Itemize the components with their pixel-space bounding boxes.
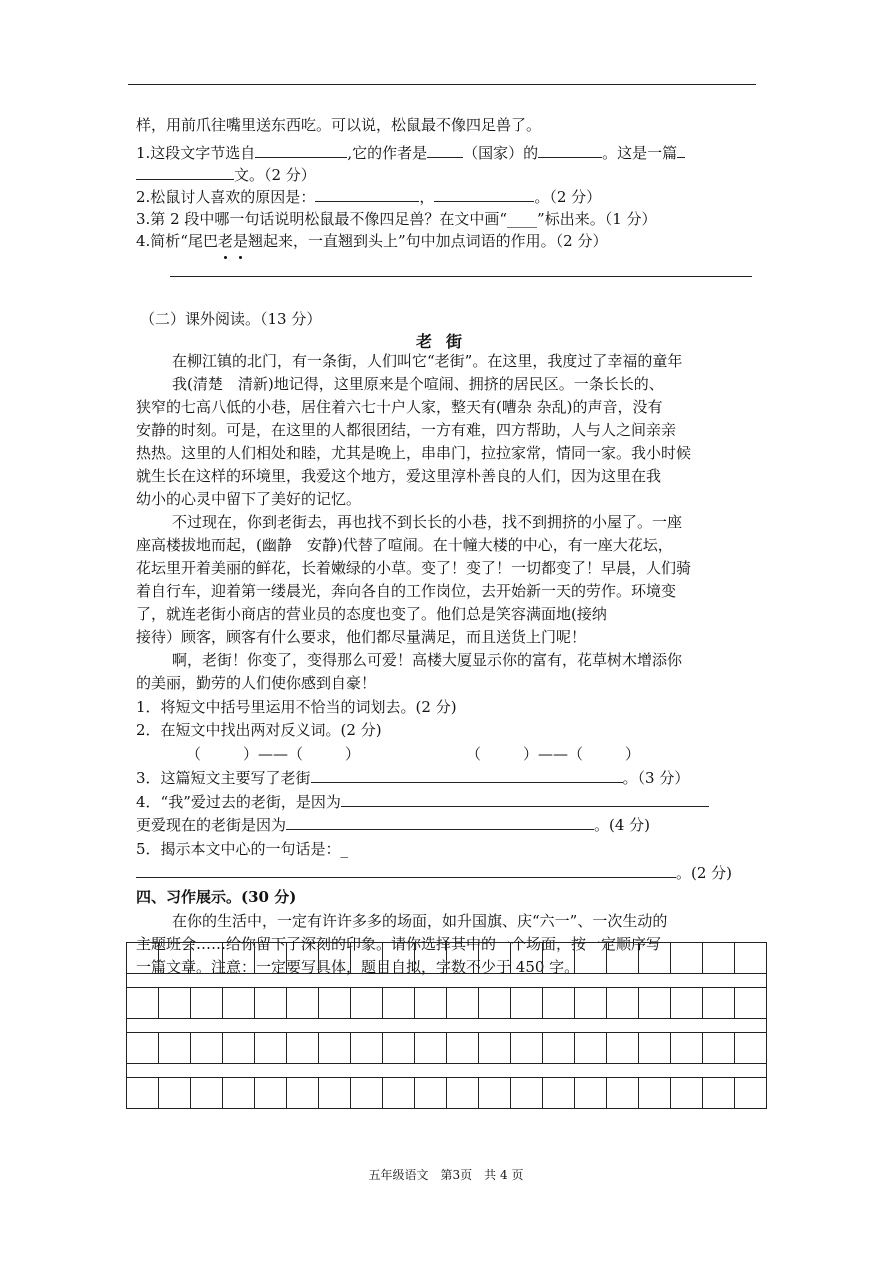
grid-cell[interactable] [479,1078,511,1109]
grid-cell[interactable] [511,1078,543,1109]
grid-cell[interactable] [703,1033,735,1064]
question-2: 2.松鼠讨人喜欢的原因是： ， 。（2 分） [136,188,602,206]
answer-blank[interactable] [434,186,534,202]
paragraph-line: 座高楼拔地而起，(幽静 安静)代替了喧闹。在十幢大楼的中心，有一座大花坛， [136,536,673,554]
paragraph-line: 热热。这里的人们相处和睦，尤其是晚上，串串门，拉拉家常，情同一家。我小时候 [136,444,692,462]
grid-cell[interactable] [415,943,447,974]
grid-cell[interactable] [159,988,191,1019]
grid-cell[interactable] [543,1033,575,1064]
prompt-line: 主题班会……给你留下了深刻的印象。请你选择其中的一个场面，按一定顺序写 [136,935,662,953]
paragraph-line: 接待）顾客，顾客有什么要求，他们都尽量满足，而且送货上门呢！ [136,628,587,646]
grid-cell[interactable] [351,988,383,1019]
grid-row [127,1033,767,1064]
grid-cell[interactable] [287,988,319,1019]
paragraph-line: 安静的时刻。可是，在这里的人都很团结，一方有难，四方帮助，人与人之间亲亲 [136,421,677,439]
question-5: 5．揭示本文中心的一句话是：_ [136,840,349,858]
grid-cell[interactable] [287,943,319,974]
passage-tail: 样，用前爪往嘴里送东西吃。可以说，松鼠最不像四足兽了。 [136,116,542,134]
grid-cell[interactable] [223,988,255,1019]
grid-cell[interactable] [255,1078,287,1109]
grid-cell[interactable] [223,1078,255,1109]
grid-cell[interactable] [735,1078,767,1109]
grid-cell[interactable] [287,1078,319,1109]
grid-cell[interactable] [671,1033,703,1064]
grid-cell[interactable] [607,1033,639,1064]
question-4: 4．“我”爱过去的老街，是因为 [136,791,709,813]
question-3: 3．这篇短文主要写了老街 。（3 分） [136,769,690,787]
grid-cell[interactable] [319,943,351,974]
grid-cell[interactable] [255,943,287,974]
antonym-pair-2[interactable]: （ ）——（ ） [466,745,641,763]
grid-cell[interactable] [255,1033,287,1064]
grid-cell[interactable] [415,988,447,1019]
emphasis-char: 是 [233,232,249,250]
writing-grid[interactable] [126,942,767,1109]
grid-cell[interactable] [607,1078,639,1109]
grid-row [127,943,767,974]
paragraph-line: 的美丽，勤劳的人们使你感到自豪！ [136,674,377,692]
grid-cell[interactable] [255,988,287,1019]
grid-cell[interactable] [383,1078,415,1109]
grid-cell[interactable] [543,943,575,974]
grid-cell[interactable] [543,1078,575,1109]
answer-blank[interactable] [538,142,602,158]
paragraph-line: 狭窄的七高八低的小巷，居住着六七十户人家，整天有(嘈杂 杂乱)的声音，没有 [136,398,663,416]
grid-cell[interactable] [479,988,511,1019]
answer-blank[interactable] [311,767,623,783]
grid-cell[interactable] [671,1078,703,1109]
grid-cell[interactable] [319,1078,351,1109]
emphasis-char: 老 [217,232,233,250]
grid-cell[interactable] [415,1078,447,1109]
paragraph-line: 啊，老街！你变了，变得那么可爱！高楼大厦显示你的富有，花草树木增添你 [172,651,683,669]
paragraph-line: 不过现在，你到老街去，再也找不到长长的小巷，找不到拥挤的小屋了。一座 [172,513,683,531]
grid-cell[interactable] [575,1078,607,1109]
grid-cell[interactable] [191,1078,223,1109]
grid-cell[interactable] [511,988,543,1019]
question-4-cont: 更爱现在的老街是因为 。(4 分) [136,816,651,834]
question-4: 4.简析“尾巴老是翘起来，一直翘到头上”句中加点词语的作用。（2 分） [136,232,608,250]
grid-cell[interactable] [351,943,383,974]
grid-spacer [127,1064,767,1078]
grid-cell[interactable] [703,988,735,1019]
section-heading: 四、习作展示。(30 分) [136,888,297,906]
paragraph-line: 着自行车，迎着第一缕晨光，奔向各自的工作岗位，去开始新一天的劳作。环境变 [136,582,677,600]
question-1: 1．将短文中括号里运用不恰当的词划去。(2 分) [136,698,457,716]
question-3: 3.第 2 段中哪一句话说明松鼠最不像四足兽？在文中画“____”标出来。（1 分） [136,210,657,228]
answer-blank[interactable] [427,142,463,158]
question-1-cont: 文。（2 分） [136,164,316,186]
paragraph-line: 就生长在这样的环境里，我爱这个地方，爱这里淳朴善良的人们，因为这里在我 [136,467,662,485]
grid-cell[interactable] [447,988,479,1019]
grid-cell[interactable] [543,988,575,1019]
grid-cell[interactable] [223,943,255,974]
grid-cell[interactable] [383,943,415,974]
grid-cell[interactable] [671,988,703,1019]
grid-cell[interactable] [127,1033,159,1064]
grid-cell[interactable] [383,1033,415,1064]
answer-line[interactable] [170,276,752,277]
grid-cell[interactable] [511,1033,543,1064]
prompt-line: 在你的生活中，一定有许许多多的场面，如升国旗、庆“六一”、一次生动的 [172,912,668,930]
paragraph-line: 了，就连老街小商店的营业员的态度也变了。他们总是笑容满面地(接纳 [136,605,607,623]
section-heading: （二）课外阅读。（13 分） [140,310,322,328]
grid-cell[interactable] [479,943,511,974]
paragraph-line: 我(清楚 清新)地记得，这里原来是个喧闹、拥挤的居民区。一条长长的、 [172,375,664,393]
grid-cell[interactable] [319,1033,351,1064]
grid-cell[interactable] [639,1033,671,1064]
top-rule [128,84,756,85]
grid-cell[interactable] [575,988,607,1019]
grid-cell[interactable] [127,1078,159,1109]
answer-blank[interactable] [286,814,594,830]
grid-cell[interactable] [383,988,415,1019]
grid-cell[interactable] [191,943,223,974]
answer-blank[interactable] [136,164,234,180]
grid-cell[interactable] [191,1033,223,1064]
paragraph-line: 花坛里开着美丽的鲜花，长着嫩绿的小草。变了！变了！一切都变了！早晨，人们骑 [136,559,692,577]
grid-cell[interactable] [159,1078,191,1109]
grid-cell[interactable] [351,1033,383,1064]
grid-cell[interactable] [607,943,639,974]
grid-cell[interactable] [223,1033,255,1064]
grid-cell[interactable] [127,988,159,1019]
antonym-pair-1[interactable]: （ ）——（ ） [186,745,361,763]
paragraph-line: 幼小的心灵中留下了美好的记忆。 [136,490,362,508]
question-5-cont: 。(2 分) [136,862,732,884]
grid-cell[interactable] [287,1033,319,1064]
grid-cell[interactable] [479,1033,511,1064]
grid-cell[interactable] [351,1078,383,1109]
grid-cell[interactable] [159,1033,191,1064]
grid-cell[interactable] [703,1078,735,1109]
grid-spacer [127,974,767,988]
answer-blank[interactable] [136,862,676,878]
grid-cell[interactable] [735,943,767,974]
grid-spacer [127,1019,767,1033]
grid-cell[interactable] [607,988,639,1019]
grid-cell[interactable] [127,943,159,974]
grid-cell[interactable] [447,1033,479,1064]
grid-row [127,1078,767,1109]
grid-cell[interactable] [735,1033,767,1064]
paragraph-line: 在柳江镇的北门，有一条街，人们叫它“老街”。在这里，我度过了幸福的童年 [172,352,683,370]
page-footer: 五年级语文 第3页 共 4 页 [368,1168,524,1182]
grid-cell[interactable] [575,1033,607,1064]
grid-cell[interactable] [575,943,607,974]
grid-cell[interactable] [447,1078,479,1109]
grid-cell[interactable] [415,1033,447,1064]
question-2: 2．在短文中找出两对反义词。(2 分) [136,721,382,739]
grid-cell[interactable] [639,988,671,1019]
question-1: 1.这段文字节选自 ,它的作者是 （国家）的 。这是一篇 [136,142,685,164]
grid-cell[interactable] [735,988,767,1019]
grid-cell[interactable] [639,1078,671,1109]
grid-cell[interactable] [159,943,191,974]
passage-title: 老街 [415,332,476,351]
answer-blank[interactable] [677,142,685,158]
grid-row [127,988,767,1019]
grid-cell[interactable] [703,943,735,974]
grid-cell[interactable] [639,943,671,974]
answer-blank[interactable] [255,142,347,158]
grid-cell[interactable] [511,943,543,974]
prompt-line: 一篇文章。注意：一定要写具体，题目自拟，字数不少于 450 字。 [136,958,580,976]
grid-cell[interactable] [319,988,351,1019]
answer-blank[interactable] [315,186,419,202]
grid-cell[interactable] [447,943,479,974]
answer-blank[interactable] [341,791,709,807]
grid-cell[interactable] [671,943,703,974]
grid-cell[interactable] [191,988,223,1019]
